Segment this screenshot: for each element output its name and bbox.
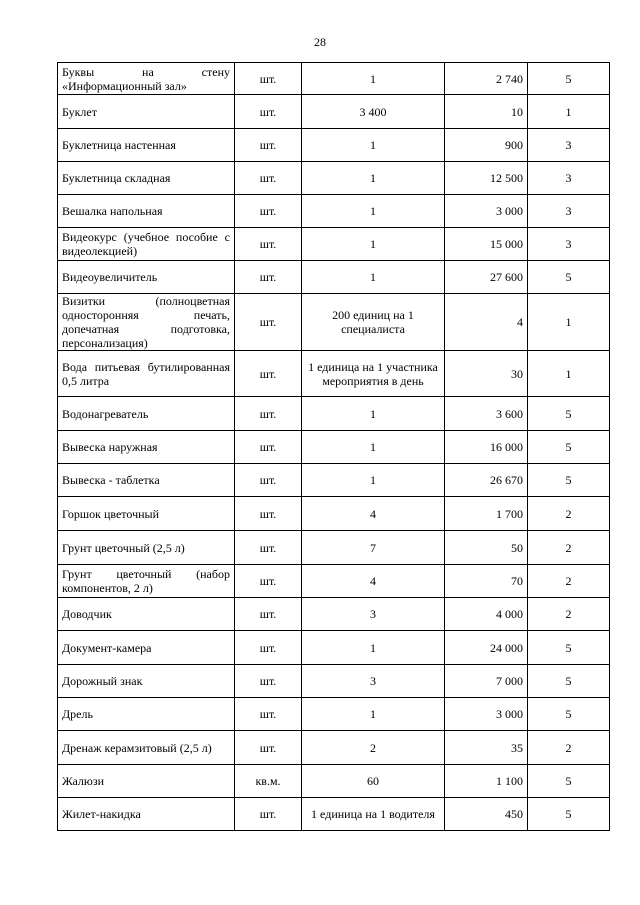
- price-cell: 70: [445, 565, 528, 598]
- table-row: [58, 95, 610, 129]
- unit-cell: кв.м.: [235, 765, 302, 798]
- norm-cell: 1: [302, 464, 445, 497]
- unit-cell: шт.: [235, 129, 302, 162]
- item-name-cell: Жилет-накидка: [58, 798, 235, 831]
- norm-cell: 1: [302, 397, 445, 431]
- table-row: [58, 497, 610, 531]
- item-name-cell: Видеоувеличитель: [58, 261, 235, 294]
- term-cell: 5: [528, 431, 610, 464]
- page-number: 28: [314, 35, 326, 49]
- price-cell: 10: [445, 95, 528, 129]
- table-row: [58, 294, 610, 351]
- price-cell: 3 000: [445, 698, 528, 731]
- table-row: [58, 228, 610, 261]
- table-row: [58, 129, 610, 162]
- norm-cell: 7: [302, 531, 445, 565]
- table-body: [58, 63, 610, 831]
- table-row: [58, 195, 610, 228]
- price-cell: 1 700: [445, 497, 528, 531]
- table-row: [58, 798, 610, 831]
- item-name-cell: Дрель: [58, 698, 235, 731]
- norm-cell: 200 единиц на 1 специалиста: [302, 294, 445, 351]
- unit-cell: шт.: [235, 497, 302, 531]
- term-cell: 3: [528, 129, 610, 162]
- term-cell: 2: [528, 598, 610, 631]
- table-row: [58, 765, 610, 798]
- item-name-cell: Вывеска наружная: [58, 431, 235, 464]
- norm-cell: 1: [302, 129, 445, 162]
- term-cell: 5: [528, 261, 610, 294]
- term-cell: 2: [528, 531, 610, 565]
- table-row: [58, 431, 610, 464]
- unit-cell: шт.: [235, 698, 302, 731]
- unit-cell: шт.: [235, 261, 302, 294]
- term-cell: 5: [528, 665, 610, 698]
- term-cell: 2: [528, 731, 610, 765]
- term-cell: 5: [528, 631, 610, 665]
- norm-cell: 1: [302, 261, 445, 294]
- norm-cell: 1: [302, 631, 445, 665]
- term-cell: 5: [528, 397, 610, 431]
- table-row: [58, 731, 610, 765]
- item-name-cell: Документ-камера: [58, 631, 235, 665]
- price-cell: 50: [445, 531, 528, 565]
- term-cell: 1: [528, 351, 610, 397]
- price-cell: 450: [445, 798, 528, 831]
- term-cell: 2: [528, 565, 610, 598]
- term-cell: 3: [528, 228, 610, 261]
- table-row: [58, 261, 610, 294]
- norm-cell: 60: [302, 765, 445, 798]
- item-name-cell: Буклет: [58, 95, 235, 129]
- term-cell: 1: [528, 294, 610, 351]
- unit-cell: шт.: [235, 228, 302, 261]
- term-cell: 3: [528, 195, 610, 228]
- price-cell: 30: [445, 351, 528, 397]
- norm-cell: 1 единица на 1 водителя: [302, 798, 445, 831]
- item-name-cell: Буквы на стену «Информационный зал»: [58, 63, 235, 95]
- item-name-cell: Буклетница складная: [58, 162, 235, 195]
- item-name-cell: Грунт цветочный (набор компонентов, 2 л): [58, 565, 235, 598]
- price-cell: 26 670: [445, 464, 528, 497]
- norms-table: [57, 62, 610, 831]
- term-cell: 5: [528, 464, 610, 497]
- item-name-cell: Горшок цветочный: [58, 497, 235, 531]
- norm-cell: 1 единица на 1 участника мероприятия в день: [302, 351, 445, 397]
- item-name-cell: Видеокурс (учебное пособие с видеолекцией): [58, 228, 235, 261]
- price-cell: 4 000: [445, 598, 528, 631]
- table-row: [58, 351, 610, 397]
- item-name-cell: Водонагреватель: [58, 397, 235, 431]
- term-cell: 1: [528, 95, 610, 129]
- item-name-cell: Вешалка напольная: [58, 195, 235, 228]
- unit-cell: шт.: [235, 798, 302, 831]
- unit-cell: шт.: [235, 162, 302, 195]
- table-row: [58, 464, 610, 497]
- price-cell: 24 000: [445, 631, 528, 665]
- table-row: [58, 698, 610, 731]
- item-name-cell: Вывеска - таблетка: [58, 464, 235, 497]
- unit-cell: шт.: [235, 95, 302, 129]
- norm-cell: 3: [302, 598, 445, 631]
- unit-cell: шт.: [235, 351, 302, 397]
- item-name-cell: Визитки (полноцветная односторонняя печать, допечатная подготовка, персонализация): [58, 294, 235, 351]
- unit-cell: шт.: [235, 63, 302, 95]
- table-row: [58, 397, 610, 431]
- table-row: [58, 598, 610, 631]
- norm-cell: 2: [302, 731, 445, 765]
- unit-cell: шт.: [235, 531, 302, 565]
- unit-cell: шт.: [235, 464, 302, 497]
- price-cell: 3 600: [445, 397, 528, 431]
- unit-cell: шт.: [235, 565, 302, 598]
- item-name-cell: Жалюзи: [58, 765, 235, 798]
- price-cell: 900: [445, 129, 528, 162]
- item-name-cell: Дорожный знак: [58, 665, 235, 698]
- norm-cell: 1: [302, 698, 445, 731]
- item-name-cell: Грунт цветочный (2,5 л): [58, 531, 235, 565]
- term-cell: 5: [528, 63, 610, 95]
- item-name-cell: Буклетница настенная: [58, 129, 235, 162]
- item-name-cell: Дренаж керамзитовый (2,5 л): [58, 731, 235, 765]
- unit-cell: шт.: [235, 397, 302, 431]
- norm-cell: 3 400: [302, 95, 445, 129]
- unit-cell: шт.: [235, 431, 302, 464]
- term-cell: 2: [528, 497, 610, 531]
- price-cell: 4: [445, 294, 528, 351]
- table-row: [58, 63, 610, 95]
- unit-cell: шт.: [235, 731, 302, 765]
- norm-cell: 1: [302, 431, 445, 464]
- unit-cell: шт.: [235, 598, 302, 631]
- price-cell: 27 600: [445, 261, 528, 294]
- norm-cell: 1: [302, 228, 445, 261]
- unit-cell: шт.: [235, 631, 302, 665]
- table-row: [58, 565, 610, 598]
- table-row: [58, 531, 610, 565]
- unit-cell: шт.: [235, 665, 302, 698]
- term-cell: 5: [528, 765, 610, 798]
- norm-cell: 4: [302, 565, 445, 598]
- table-row: [58, 665, 610, 698]
- unit-cell: шт.: [235, 294, 302, 351]
- price-cell: 16 000: [445, 431, 528, 464]
- norm-cell: 1: [302, 162, 445, 195]
- price-cell: 12 500: [445, 162, 528, 195]
- term-cell: 5: [528, 698, 610, 731]
- unit-cell: шт.: [235, 195, 302, 228]
- table-row: [58, 162, 610, 195]
- norm-cell: 1: [302, 63, 445, 95]
- norm-cell: 3: [302, 665, 445, 698]
- norm-cell: 4: [302, 497, 445, 531]
- price-cell: 2 740: [445, 63, 528, 95]
- price-cell: 15 000: [445, 228, 528, 261]
- table-row: [58, 631, 610, 665]
- term-cell: 5: [528, 798, 610, 831]
- norm-cell: 1: [302, 195, 445, 228]
- term-cell: 3: [528, 162, 610, 195]
- price-cell: 7 000: [445, 665, 528, 698]
- item-name-cell: Вода питьевая бутилированная 0,5 литра: [58, 351, 235, 397]
- item-name-cell: Доводчик: [58, 598, 235, 631]
- price-cell: 35: [445, 731, 528, 765]
- price-cell: 3 000: [445, 195, 528, 228]
- price-cell: 1 100: [445, 765, 528, 798]
